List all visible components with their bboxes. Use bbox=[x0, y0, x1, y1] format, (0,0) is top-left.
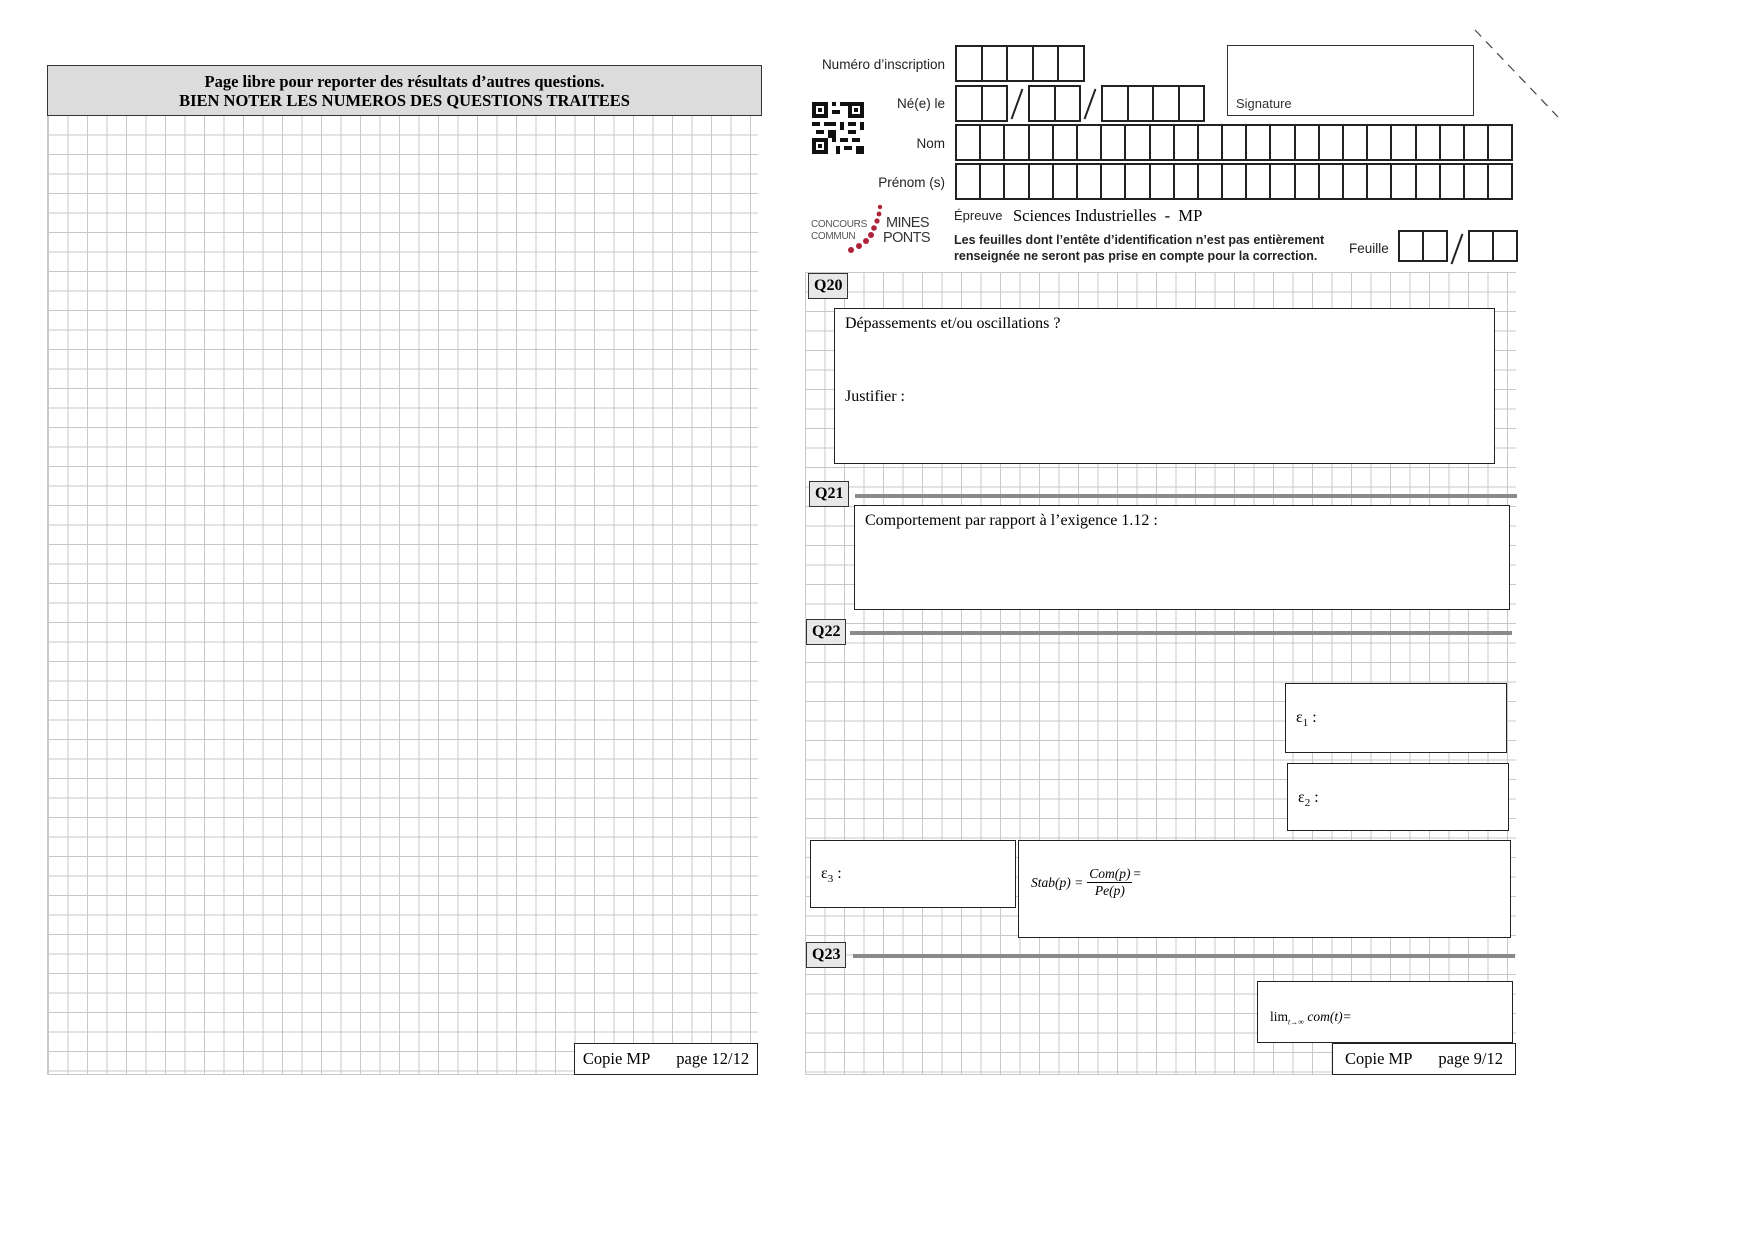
eps2-label bbox=[1298, 789, 1319, 809]
letter-box[interactable] bbox=[1149, 163, 1175, 200]
letter-box[interactable] bbox=[1100, 124, 1126, 161]
q21-separator bbox=[855, 494, 1517, 498]
year-box[interactable] bbox=[1178, 85, 1206, 122]
letter-box[interactable] bbox=[1439, 163, 1465, 200]
letter-box[interactable] bbox=[1366, 124, 1392, 161]
letter-box[interactable] bbox=[1366, 163, 1392, 200]
q22-separator bbox=[850, 631, 1512, 635]
q20-label: Q20 bbox=[808, 273, 848, 299]
q21-label: Q21 bbox=[809, 481, 849, 507]
eps2-answer-box[interactable] bbox=[1287, 763, 1509, 831]
letter-box[interactable] bbox=[1052, 163, 1078, 200]
letter-box[interactable] bbox=[1076, 163, 1102, 200]
footer-copie: Copie MP bbox=[1345, 1049, 1413, 1068]
year-box[interactable] bbox=[1127, 85, 1155, 122]
letter-box[interactable] bbox=[1149, 124, 1175, 161]
fold-dashed-line bbox=[1470, 25, 1560, 120]
letter-box[interactable] bbox=[1028, 124, 1054, 161]
eps3-label bbox=[821, 865, 842, 885]
logo-dots-icon bbox=[844, 203, 884, 258]
letter-box[interactable] bbox=[1245, 124, 1271, 161]
letter-box[interactable] bbox=[1076, 124, 1102, 161]
right-page-footer bbox=[1332, 1043, 1516, 1075]
logo-concours: CONCOURS bbox=[811, 219, 867, 230]
letter-box[interactable] bbox=[1415, 124, 1441, 161]
q23-label: Q23 bbox=[806, 942, 846, 968]
digit-box[interactable] bbox=[1006, 45, 1034, 82]
letter-box[interactable] bbox=[1173, 163, 1199, 200]
day-box[interactable] bbox=[981, 85, 1009, 122]
banner-line-1: Page libre pour reporter des résultats d’autres questions. bbox=[204, 72, 605, 91]
signature-box[interactable] bbox=[1227, 45, 1474, 116]
prenom-label: Prénom (s) bbox=[878, 175, 945, 190]
warning-line-2: renseignée ne seront pas prise en compte pour la correction. bbox=[954, 249, 1318, 263]
letter-box[interactable] bbox=[1342, 163, 1368, 200]
letter-box[interactable] bbox=[1221, 124, 1247, 161]
q23-separator bbox=[853, 954, 1515, 958]
letter-box[interactable] bbox=[1439, 124, 1465, 161]
q22-label: Q22 bbox=[806, 619, 846, 645]
digit-box[interactable] bbox=[955, 45, 983, 82]
lim-formula bbox=[1270, 1009, 1352, 1027]
stab-lhs: Stab(p) = bbox=[1031, 874, 1084, 890]
left-page-grid[interactable] bbox=[47, 115, 758, 1075]
letter-box[interactable] bbox=[1124, 163, 1150, 200]
letter-box[interactable] bbox=[1197, 163, 1223, 200]
eps1-symbol: ε bbox=[1296, 709, 1303, 726]
letter-box[interactable] bbox=[1318, 124, 1344, 161]
eps1-subscript: 1 bbox=[1302, 717, 1309, 730]
epreuve-label: Épreuve bbox=[954, 208, 1003, 223]
footer-copie: Copie MP bbox=[582, 1049, 651, 1068]
stab-denominator: Pe(p) bbox=[1094, 883, 1125, 898]
date-separator bbox=[1006, 85, 1028, 122]
letter-box[interactable] bbox=[955, 163, 981, 200]
letter-box[interactable] bbox=[1269, 124, 1295, 161]
footer-page: page 12/12 bbox=[676, 1049, 750, 1068]
eps1-answer-box[interactable] bbox=[1285, 683, 1507, 753]
lim-expression: com(t)= bbox=[1303, 1009, 1352, 1024]
feuille-box[interactable] bbox=[1398, 230, 1424, 262]
letter-box[interactable] bbox=[979, 124, 1005, 161]
prenom-field[interactable] bbox=[955, 163, 1511, 200]
letter-box[interactable] bbox=[1487, 124, 1513, 161]
numero-inscription-label: Numéro d’inscription bbox=[821, 57, 945, 72]
nom-label: Nom bbox=[916, 136, 945, 151]
left-page-banner bbox=[47, 65, 762, 116]
q20-prompt-1: Dépassements et/ou oscillations ? bbox=[845, 315, 1061, 332]
eps3-colon: : bbox=[833, 865, 842, 882]
letter-box[interactable] bbox=[1390, 163, 1416, 200]
letter-box[interactable] bbox=[1318, 163, 1344, 200]
numero-inscription-field[interactable] bbox=[955, 45, 1083, 82]
letter-box[interactable] bbox=[1028, 163, 1054, 200]
letter-box[interactable] bbox=[1173, 124, 1199, 161]
letter-box[interactable] bbox=[1003, 163, 1029, 200]
letter-box[interactable] bbox=[1124, 124, 1150, 161]
letter-box[interactable] bbox=[1415, 163, 1441, 200]
q20-prompt-2: Justifier : bbox=[845, 388, 905, 405]
stab-formula bbox=[1031, 866, 1142, 899]
left-page-footer bbox=[574, 1043, 758, 1075]
digit-box[interactable] bbox=[1032, 45, 1060, 82]
logo-commun: COMMUN bbox=[811, 231, 856, 242]
birthdate-field[interactable] bbox=[955, 85, 1203, 122]
eps2-subscript: 2 bbox=[1304, 797, 1311, 810]
stab-equals: = bbox=[1132, 865, 1142, 881]
eps1-label bbox=[1296, 709, 1317, 729]
stab-fraction bbox=[1087, 866, 1132, 899]
stab-numerator: Com(p) bbox=[1089, 866, 1131, 881]
lim-operator: lim bbox=[1270, 1009, 1289, 1024]
lim-subscript: t→∞ bbox=[1288, 1017, 1304, 1027]
lim-answer-box[interactable] bbox=[1257, 981, 1513, 1043]
eps2-colon: : bbox=[1310, 789, 1319, 806]
banner-line-2: BIEN NOTER LES NUMEROS DES QUESTIONS TRAITEES bbox=[179, 91, 630, 110]
digit-box[interactable] bbox=[1057, 45, 1085, 82]
letter-box[interactable] bbox=[1269, 163, 1295, 200]
q21-prompt: Comportement par rapport à l’exigence 1.12 : bbox=[865, 512, 1158, 529]
year-box[interactable] bbox=[1152, 85, 1180, 122]
feuille-box[interactable] bbox=[1468, 230, 1494, 262]
letter-box[interactable] bbox=[1197, 124, 1223, 161]
letter-box[interactable] bbox=[1463, 163, 1489, 200]
feuille-field[interactable] bbox=[1398, 230, 1516, 262]
letter-box[interactable] bbox=[1487, 163, 1513, 200]
letter-box[interactable] bbox=[1221, 163, 1247, 200]
epreuve-value: Sciences Industrielles - MP bbox=[1013, 206, 1203, 225]
signature-label: Signature bbox=[1236, 96, 1292, 111]
footer-page: page 9/12 bbox=[1438, 1049, 1503, 1068]
feuille-separator bbox=[1446, 230, 1468, 262]
feuille-box[interactable] bbox=[1492, 230, 1518, 262]
warning-line-1: Les feuilles dont l’entête d’identification n’est pas entièrement bbox=[954, 233, 1325, 247]
letter-box[interactable] bbox=[1294, 124, 1320, 161]
year-box[interactable] bbox=[1101, 85, 1129, 122]
logo-mines: MINES bbox=[886, 215, 929, 231]
q20-answer-box[interactable] bbox=[834, 308, 1495, 464]
letter-box[interactable] bbox=[1342, 124, 1368, 161]
eps3-subscript: 3 bbox=[827, 873, 834, 886]
letter-box[interactable] bbox=[1463, 124, 1489, 161]
letter-box[interactable] bbox=[979, 163, 1005, 200]
feuille-label: Feuille bbox=[1349, 241, 1389, 256]
day-box[interactable] bbox=[955, 85, 983, 122]
letter-box[interactable] bbox=[1245, 163, 1271, 200]
month-box[interactable] bbox=[1054, 85, 1082, 122]
eps1-colon: : bbox=[1308, 709, 1317, 726]
letter-box[interactable] bbox=[955, 124, 981, 161]
letter-box[interactable] bbox=[1294, 163, 1320, 200]
concours-commun-logo bbox=[810, 203, 935, 258]
stab-answer-box[interactable] bbox=[1018, 840, 1511, 938]
eps3-answer-box[interactable] bbox=[810, 840, 1016, 908]
nele-label: Né(e) le bbox=[896, 96, 945, 111]
letter-box[interactable] bbox=[1390, 124, 1416, 161]
digit-box[interactable] bbox=[981, 45, 1009, 82]
month-box[interactable] bbox=[1028, 85, 1056, 122]
date-separator bbox=[1079, 85, 1101, 122]
letter-box[interactable] bbox=[1100, 163, 1126, 200]
eps3-symbol: ε bbox=[821, 865, 828, 882]
logo-ponts: PONTS bbox=[883, 230, 930, 246]
nom-field[interactable] bbox=[955, 124, 1511, 161]
eps2-symbol: ε bbox=[1298, 789, 1305, 806]
letter-box[interactable] bbox=[1003, 124, 1029, 161]
letter-box[interactable] bbox=[1052, 124, 1078, 161]
feuille-box[interactable] bbox=[1422, 230, 1448, 262]
q21-answer-box[interactable] bbox=[854, 505, 1510, 610]
